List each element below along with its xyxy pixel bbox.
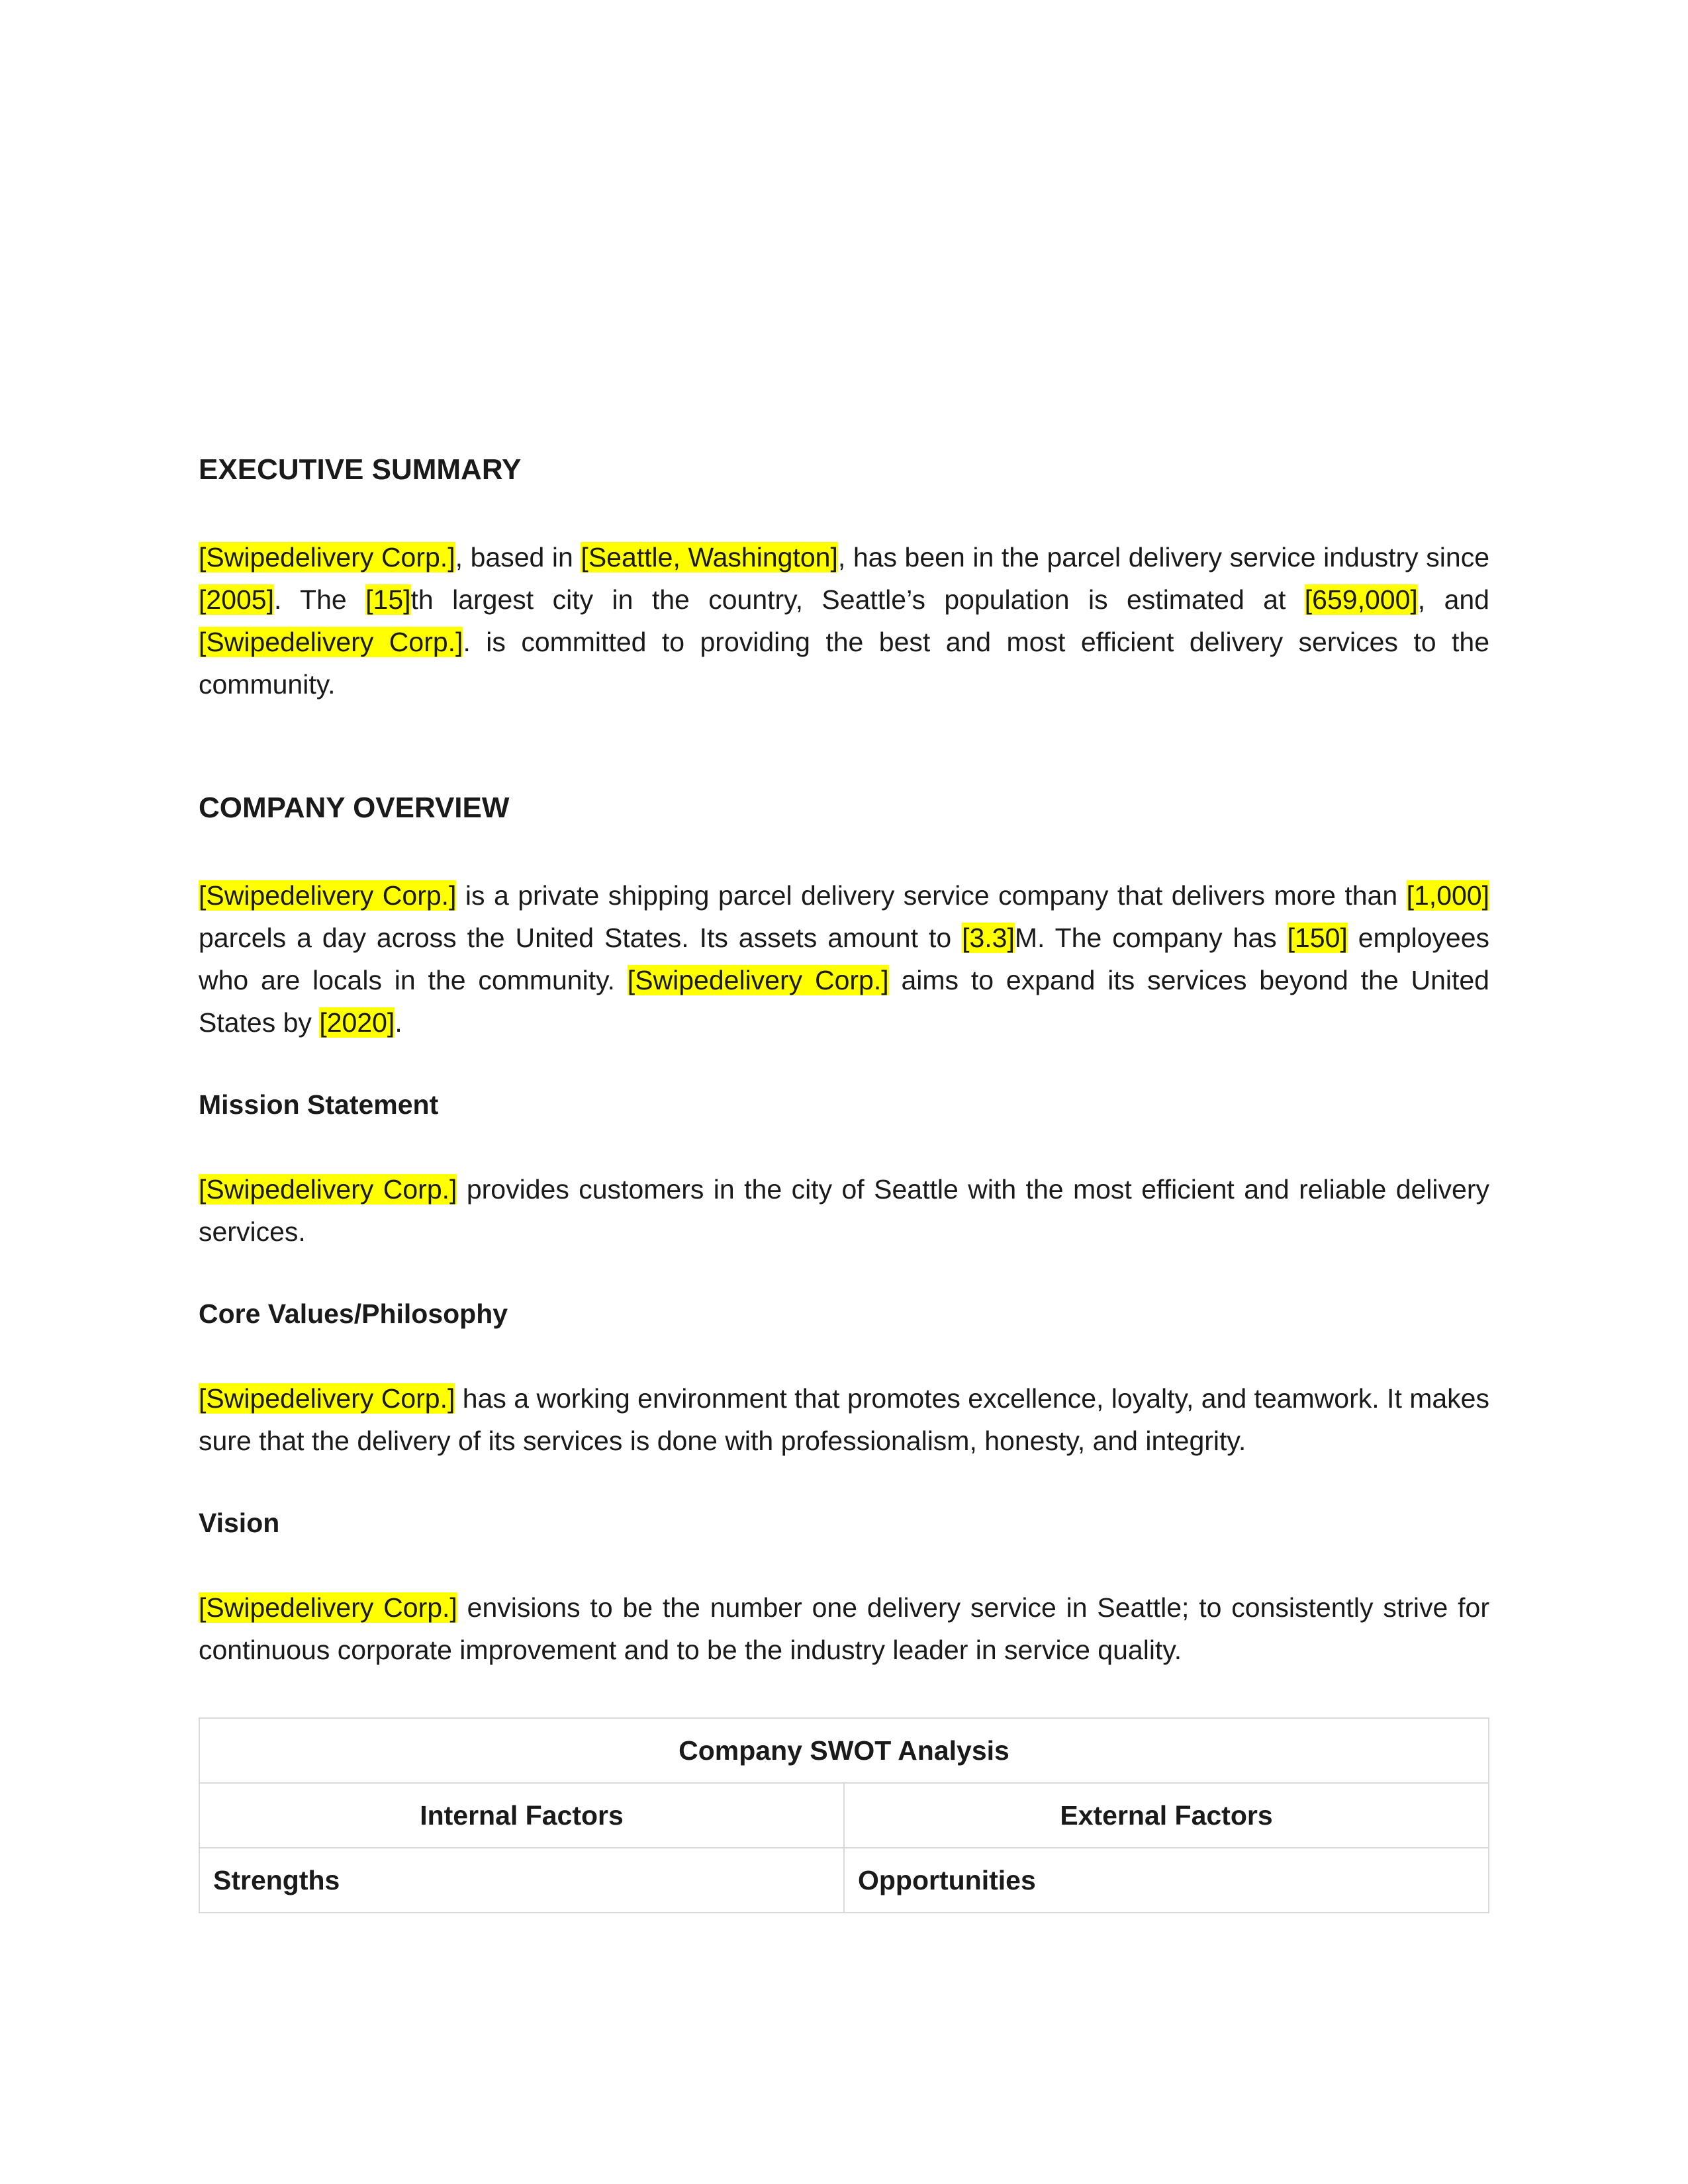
opportunities-label: Opportunities	[844, 1848, 1489, 1913]
swot-table	[199, 1717, 1489, 1913]
highlighted-placeholder: [659,000]	[1304, 584, 1418, 615]
swot-label-row	[199, 1848, 1489, 1913]
highlighted-placeholder: [Seattle, Washington]	[581, 542, 838, 572]
highlighted-placeholder: [Swipedelivery Corp.]	[199, 542, 455, 572]
highlighted-placeholder: [Swipedelivery Corp.]	[199, 880, 457, 911]
paragraph-text: parcels a day across the United States. Its assets amount to	[199, 923, 962, 953]
mission-statement-heading: Mission Statement	[199, 1089, 439, 1120]
paragraph-text: , based in	[455, 542, 581, 572]
swot-title-row	[199, 1718, 1489, 1783]
vision-paragraph	[199, 1586, 1489, 1671]
highlighted-placeholder: [Swipedelivery Corp.]	[199, 1383, 455, 1414]
executive-summary-heading: EXECUTIVE SUMMARY	[199, 453, 522, 486]
strengths-label: Strengths	[199, 1848, 844, 1913]
highlighted-placeholder: [3.3]	[962, 923, 1015, 953]
highlighted-placeholder: [2020]	[319, 1007, 395, 1038]
paragraph-text: , has been in the parcel delivery service industry since	[837, 542, 1489, 572]
executive-summary-paragraph	[199, 536, 1489, 705]
external-factors-header: External Factors	[844, 1783, 1489, 1848]
mission-statement-paragraph	[199, 1168, 1489, 1253]
highlighted-placeholder: [Swipedelivery Corp.]	[199, 1174, 457, 1205]
paragraph-text: is a private shipping parcel delivery service company that delivers more than	[456, 880, 1407, 911]
paragraph-text: employees who are locals in the community.	[199, 923, 1489, 995]
paragraph-text: M. The company has	[1014, 923, 1288, 953]
document-content	[199, 450, 1489, 1913]
highlighted-placeholder: [2005]	[199, 584, 274, 615]
paragraph-text: . is committed to providing the best and most efficient delivery services to the community.	[199, 627, 1489, 700]
company-overview-paragraph	[199, 874, 1489, 1044]
paragraph-text: envisions to be the number one delivery service in Seattle; to consistently strive for continuous corporate improvement and to be the industry leader in service quality.	[199, 1592, 1489, 1665]
paragraph-text: aims to expand its services beyond the United States by	[199, 965, 1489, 1038]
company-overview-heading: COMPANY OVERVIEW	[199, 792, 510, 824]
highlighted-placeholder: [Swipedelivery Corp.]	[199, 1592, 457, 1623]
paragraph-text: . The	[274, 584, 366, 615]
paragraph-text: provides customers in the city of Seattle with the most efficient and reliable delivery services.	[199, 1174, 1489, 1247]
swot-title: Company SWOT Analysis	[199, 1718, 1489, 1783]
swot-header-row	[199, 1783, 1489, 1848]
core-values-heading: Core Values/Philosophy	[199, 1298, 508, 1329]
paragraph-text: has a working environment that promotes excellence, loyalty, and teamwork. It makes sure that the delivery of its services is done with professionalism, honesty, and integrity.	[199, 1383, 1489, 1456]
highlighted-placeholder: [15]	[365, 584, 411, 615]
highlighted-placeholder: [Swipedelivery Corp.]	[627, 965, 889, 995]
paragraph-text: .	[395, 1007, 402, 1038]
vision-heading: Vision	[199, 1508, 280, 1538]
highlighted-placeholder: [Swipedelivery Corp.]	[199, 627, 463, 657]
paragraph-text: th largest city in the country, Seattle’s population is estimated at	[410, 584, 1305, 615]
highlighted-placeholder: [150]	[1287, 923, 1348, 953]
paragraph-text: , and	[1417, 584, 1489, 615]
highlighted-placeholder: [1,000]	[1406, 880, 1489, 911]
core-values-paragraph	[199, 1377, 1489, 1462]
internal-factors-header: Internal Factors	[199, 1783, 844, 1848]
